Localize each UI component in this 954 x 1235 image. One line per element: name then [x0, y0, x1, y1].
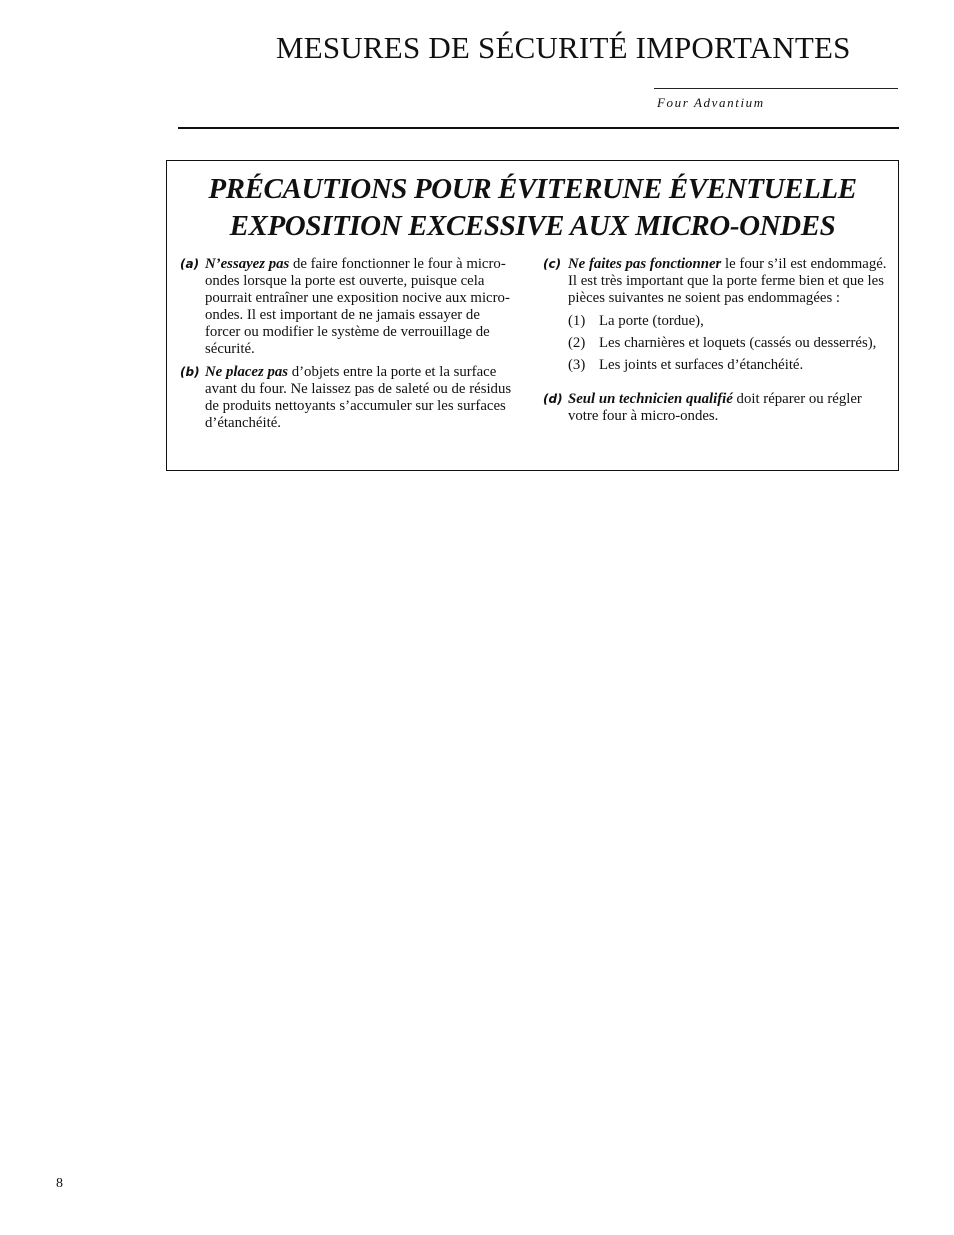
page-title: MESURES DE SÉCURITÉ IMPORTANTES — [276, 30, 851, 65]
page-subtitle: Four Advantium — [657, 95, 765, 110]
box-title — [167, 171, 898, 245]
left-column — [180, 256, 516, 438]
list-item-text: Les charnières et loquets (cassés ou desserrés), — [599, 335, 877, 351]
list-item — [568, 335, 887, 352]
precaution-item-d — [543, 391, 887, 425]
item-label: (c) — [543, 257, 562, 271]
precaution-item-b — [180, 364, 516, 432]
box-title-line-1: PRÉCAUTIONS POUR ÉVITERUNE ÉVENTUELLE — [208, 173, 857, 205]
item-text: le four s’il est endommagé. Il est très important que la porte ferme bien et que les pièces suivantes ne soient pas endommagées : — [568, 256, 887, 306]
list-item — [568, 357, 887, 374]
item-label: (a) — [180, 257, 200, 271]
item-lead: Ne placez pas — [205, 364, 289, 380]
precaution-item-a — [180, 256, 516, 358]
box-title-line-2: EXPOSITION EXCESSIVE AUX MICRO-ONDES — [229, 210, 836, 242]
item-body — [568, 391, 887, 425]
item-text: de faire fonctionner le four à micro-ondes lorsque la porte est ouverte, puisque cela pourrait entraîner une exposition nocive aux micro-ondes. Il est important de ne jamais essayer de forcer ou modifier le système de verrouillage de sécurité. — [205, 256, 510, 357]
item-text: doit réparer ou régler votre four à micro-ondes. — [568, 391, 862, 424]
list-item-number: (3) — [568, 357, 586, 373]
item-lead: Ne faites pas fonctionner — [568, 256, 722, 272]
item-body — [568, 256, 887, 379]
precaution-item-c — [543, 256, 887, 379]
list-item — [568, 313, 887, 330]
item-label: (d) — [543, 392, 563, 406]
item-body — [205, 364, 516, 432]
item-text: d’objets entre la porte et la surface avant du four. Ne laissez pas de saleté ou de résidus de produits nettoyants s’accumuler sur les surfaces d’étanchéité. — [205, 364, 512, 431]
list-item-number: (2) — [568, 335, 586, 351]
list-item-number: (1) — [568, 313, 586, 329]
page-number: 8 — [56, 1176, 63, 1191]
list-item-text: Les joints et surfaces d’étanchéité. — [599, 357, 804, 373]
damaged-parts-list — [568, 313, 887, 374]
item-lead: N’essayez pas — [205, 256, 290, 272]
item-lead: Seul un technicien qualifié — [568, 391, 733, 407]
right-column — [543, 256, 887, 431]
item-label: (b) — [180, 365, 200, 379]
list-item-text: La porte (tordue), — [599, 313, 704, 329]
subtitle-rule — [654, 88, 898, 89]
header-rule — [178, 127, 899, 129]
item-body — [205, 256, 516, 358]
precautions-box — [166, 160, 899, 471]
